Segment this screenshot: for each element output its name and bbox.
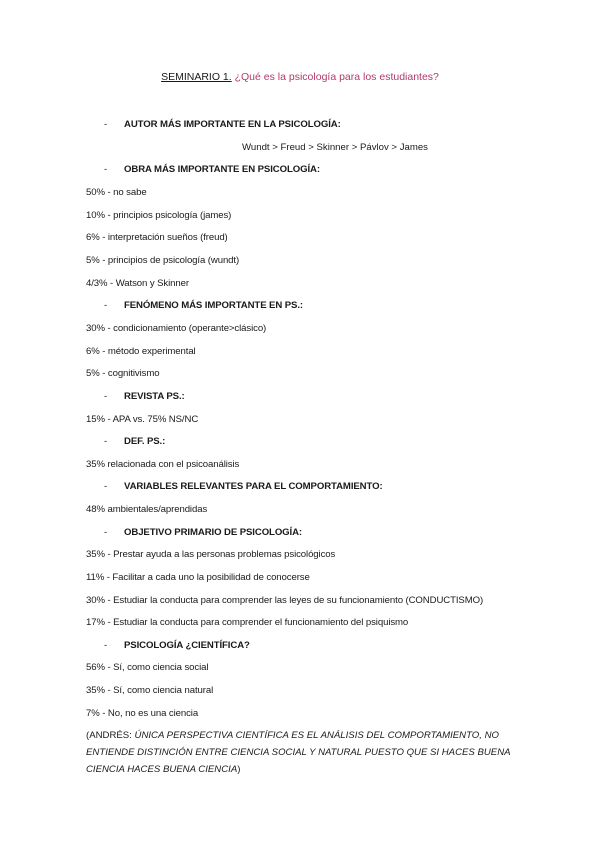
heading-obra <box>104 164 320 175</box>
heading-revista <box>104 391 185 402</box>
list-item: 4/3% - Watson y Skinner <box>86 278 189 289</box>
heading-revista-text: REVISTA PS.: <box>124 391 185 402</box>
heading-fenomeno <box>104 300 303 311</box>
heading-def <box>104 436 165 447</box>
note-body: ÚNICA PERSPECTIVA CIENTÍFICA ES EL ANÁLISIS DEL COMPORTAMIENTO, NO ENTIENDE DISTINCIÓN ENTRE CIENCIA SOCIAL Y NATURAL PUESTO QUE SI HACES BUENA CIENCIA HACES BUENA CIENCIA <box>86 730 511 775</box>
autor-ranking: Wundt > Freud > Skinner > Pávlov > James <box>242 142 428 153</box>
andres-note <box>86 727 526 778</box>
seminar-question: ¿Qué es la psicología para los estudiantes? <box>231 71 439 83</box>
list-item: 17% - Estudiar la conducta para comprender el funcionamiento del psiquismo <box>86 617 409 628</box>
note-suffix: ) <box>237 764 241 775</box>
heading-objetivo <box>104 527 302 538</box>
list-item: 5% - principios de psicología (wundt) <box>86 255 240 266</box>
bullet-dash: - <box>104 640 108 651</box>
bullet-dash: - <box>104 119 108 130</box>
heading-obra-text: OBRA MÁS IMPORTANTE EN PSICOLOGÍA: <box>124 164 320 175</box>
list-item: 6% - interpretación sueños (freud) <box>86 232 228 243</box>
list-item: 15% - APA vs. 75% NS/NC <box>86 414 199 425</box>
heading-autor-text: AUTOR MÁS IMPORTANTE EN LA PSICOLOGÍA: <box>124 119 341 130</box>
heading-variables <box>104 481 383 492</box>
heading-cientifica-text: PSICOLOGÍA ¿CIENTÍFICA? <box>124 640 250 651</box>
list-item: 30% - condicionamiento (operante>clásico) <box>86 323 267 334</box>
bullet-dash: - <box>104 391 108 402</box>
list-item: 56% - Sí, como ciencia social <box>86 662 209 673</box>
list-item: 10% - principios psicología (james) <box>86 210 232 221</box>
list-item: 6% - método experimental <box>86 346 196 357</box>
list-item: 35% relacionada con el psicoanálisis <box>86 459 240 470</box>
page-title <box>0 71 600 83</box>
heading-objetivo-text: OBJETIVO PRIMARIO DE PSICOLOGÍA: <box>124 527 303 538</box>
heading-cientifica <box>104 640 250 651</box>
heading-fenomeno-text: FENÓMENO MÁS IMPORTANTE EN PS.: <box>124 300 304 311</box>
list-item: 30% - Estudiar la conducta para comprender las leyes de su funcionamiento (CONDUCTISMO) <box>86 595 484 606</box>
list-item: 35% - Sí, como ciencia natural <box>86 685 214 696</box>
bullet-dash: - <box>104 300 108 311</box>
list-item: 7% - No, no es una ciencia <box>86 708 199 719</box>
bullet-dash: - <box>104 527 108 538</box>
seminar-label: SEMINARIO 1. <box>161 71 232 83</box>
heading-def-text: DEF. PS.: <box>124 436 166 447</box>
bullet-dash: - <box>104 436 108 447</box>
list-item: 5% - cognitivismo <box>86 368 160 379</box>
note-prefix: (ANDRÉS: <box>86 730 135 741</box>
bullet-dash: - <box>104 481 108 492</box>
list-item: 50% - no sabe <box>86 187 147 198</box>
heading-autor <box>104 119 341 130</box>
list-item: 11% - Facilitar a cada uno la posibilidad de conocerse <box>86 572 310 583</box>
bullet-dash: - <box>104 164 108 175</box>
list-item: 48% ambientales/aprendidas <box>86 504 208 515</box>
list-item: 35% - Prestar ayuda a las personas problemas psicológicos <box>86 549 336 560</box>
heading-variables-text: VARIABLES RELEVANTES PARA EL COMPORTAMIENTO: <box>124 481 383 492</box>
